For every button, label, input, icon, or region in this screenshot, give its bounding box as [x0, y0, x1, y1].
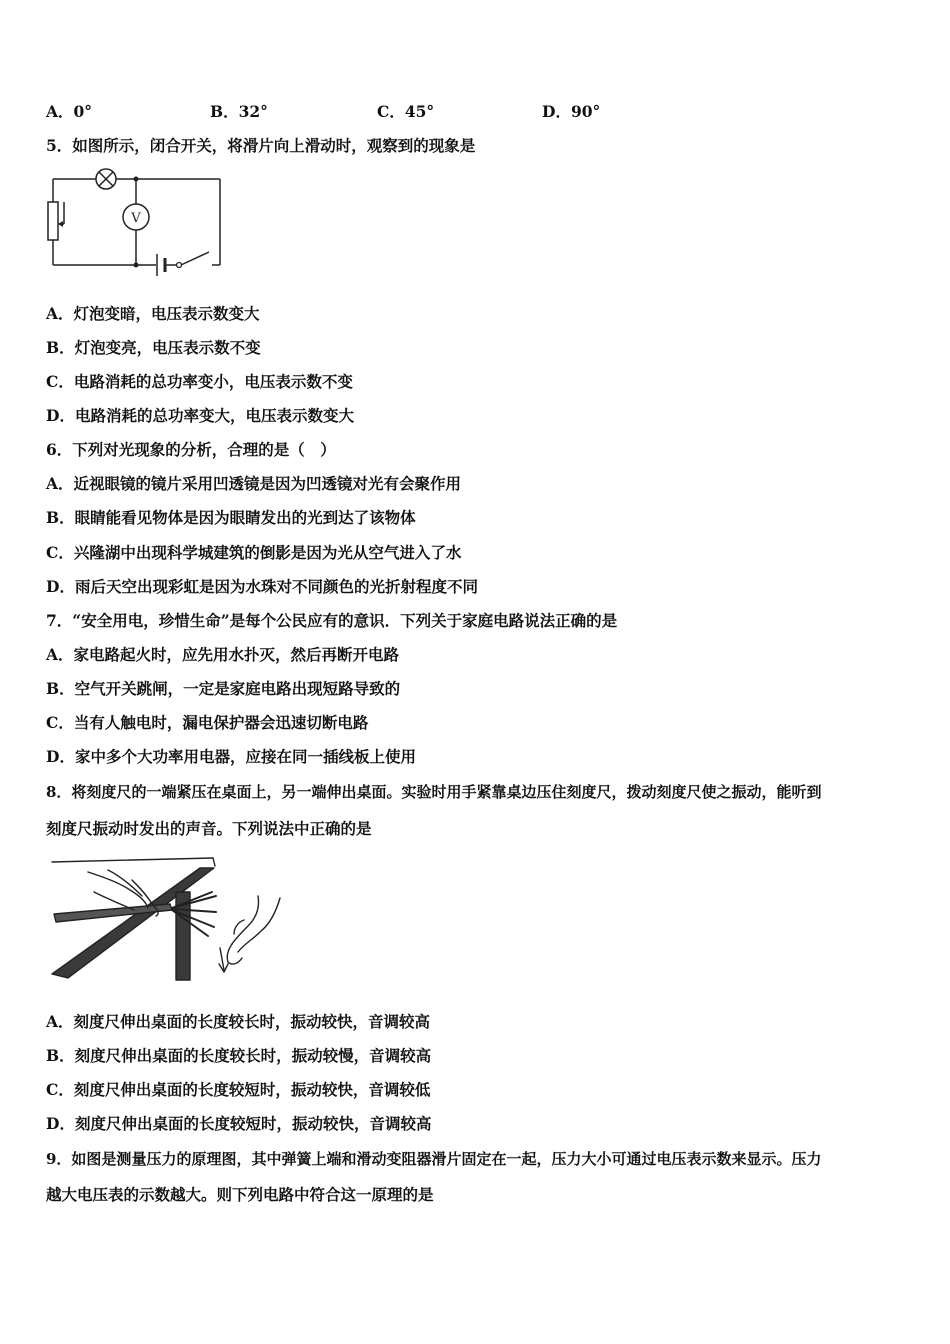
- q7-option-b: B．空气开关跳闸，一定是家庭电路出现短路导致的: [46, 679, 401, 698]
- q7-option-a: A．家电路起火时，应先用水扑灭，然后再断开电路: [46, 645, 400, 664]
- q5-circuit-diagram: [44, 166, 229, 278]
- q8-ruler-figure: [48, 852, 288, 984]
- q5-option-d: D．电路消耗的总功率变大，电压表示数变大: [46, 406, 354, 425]
- q5-option-a: A．灯泡变暗，电压表示数变大: [46, 304, 260, 323]
- q8-option-c: C．刻度尺伸出桌面的长度较短时，振动较快，音调较低: [46, 1080, 431, 1099]
- voltmeter-label: V: [131, 211, 141, 226]
- q8-option-b: B．刻度尺伸出桌面的长度较长时，振动较慢，音调较高: [46, 1046, 432, 1065]
- q8-stem-line1: 8．将刻度尺的一端紧压在桌面上，另一端伸出桌面。实验时用手紧靠桌边压住刻度尺，拨动刻度尺使之振动，能听到: [46, 783, 822, 801]
- q8-option-d: D．刻度尺伸出桌面的长度较短时，振动较快，音调较高: [46, 1114, 432, 1133]
- battery-icon: [157, 254, 165, 276]
- q4-option-b: B．32°: [210, 102, 268, 121]
- q5-option-b: B．灯泡变亮，电压表示数不变: [46, 338, 261, 357]
- q9-stem-line2: 越大电压表的示数越大。则下列电路中符合这一原理的是: [46, 1185, 434, 1204]
- q7-option-d: D．家中多个大功率用电器，应接在同一插线板上使用: [46, 747, 416, 766]
- switch-icon: [177, 263, 182, 268]
- voltmeter-icon: [123, 204, 149, 230]
- q8-stem-line2: 刻度尺振动时发出的声音。下列说法中正确的是: [46, 819, 372, 838]
- lamp-icon: [96, 169, 116, 189]
- q6-stem: 6．下列对光现象的分析，合理的是（ ）: [46, 440, 336, 459]
- q4-option-d: D．90°: [542, 102, 601, 121]
- q4-option-c: C．45°: [377, 102, 435, 121]
- q9-stem-line1: 9．如图是测量压力的原理图，其中弹簧上端和滑动变阻器滑片固定在一起，压力大小可通过电压表示数来显示。压力: [46, 1150, 822, 1168]
- q5-stem: 5．如图所示，闭合开关，将滑片向上滑动时，观察到的现象是: [46, 136, 476, 155]
- q6-option-b: B．眼睛能看见物体是因为眼睛发出的光到达了该物体: [46, 508, 416, 527]
- q8-option-a: A．刻度尺伸出桌面的长度较长时，振动较快，音调较高: [46, 1012, 431, 1031]
- q7-stem: 7．“安全用电，珍惜生命”是每个公民应有的意识．下列关于家庭电路说法正确的是: [46, 611, 618, 630]
- q6-option-c: C．兴隆湖中出现科学城建筑的倒影是因为光从空气进入了水: [46, 543, 462, 562]
- q7-option-c: C．当有人触电时，漏电保护器会迅速切断电路: [46, 713, 369, 732]
- q4-option-a: A．0°: [46, 102, 93, 121]
- q5-option-c: C．电路消耗的总功率变小，电压表示数不变: [46, 372, 353, 391]
- q6-option-a: A．近视眼镜的镜片采用凹透镜是因为凹透镜对光有会聚作用: [46, 474, 462, 493]
- q6-option-d: D．雨后天空出现彩虹是因为水珠对不同颜色的光折射程度不同: [46, 577, 478, 596]
